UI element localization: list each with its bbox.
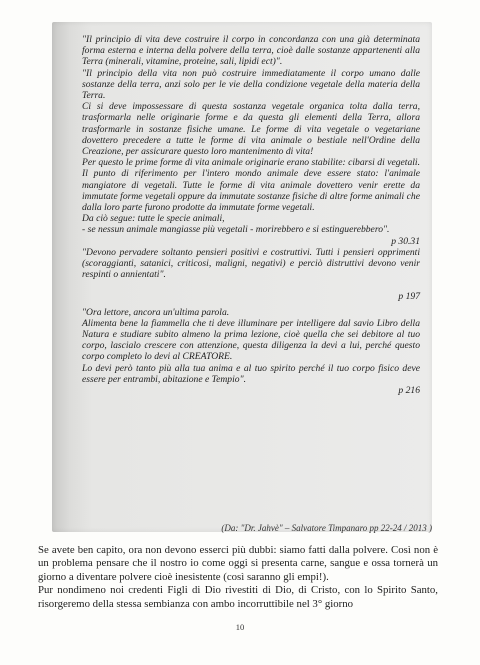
- quotation-text: [82, 34, 420, 396]
- body-paragraph: Se avete ben capito, ora non devono esserci più dubbi: siamo fatti dalla polvere. Così non è un problema pensare che il nostro io come oggi si presenta carne, sangue e ossa tornerà un giorno a diventare polvere cioè inesistente (così saranno gli empi!).: [38, 544, 438, 583]
- quote-paragraph: "Devono pervadere soltanto pensieri positivi e costruttivi. Tutti i pensieri opprimenti (scoraggianti, satanici, criticosi, maligni, negativi) e perciò distruttivi devono venir respinti o annientati".: [82, 246, 420, 281]
- body-text: [38, 544, 438, 611]
- page-number: 10: [235, 622, 245, 632]
- quote-paragraph: Per questo le prime forme di vita animale originarie erano stabilite: cibarsi di vegetali. Il punto di riferimento per l'intero mondo animale deve essere stato: l'animale mangiatore di vegetali. Tutte le forme di vita animale dovettero venir erette da immutate forme vegetali oppure da immutate sostanze fisiche di altre forme animali che dalla loro parte furono prodotte da immutate forme vegetali.: [82, 157, 420, 214]
- page-reference: p 216: [398, 385, 420, 397]
- quote-paragraph: Da ciò segue: tutte le specie animali,: [82, 213, 225, 225]
- quotation-block: [52, 22, 432, 532]
- quote-paragraph: Lo devi però tanto più alla tua anima e al tuo spirito perché il tuo corpo fisico deve essere per entrambi, abitazione e Tempio".: [82, 362, 420, 385]
- quote-paragraph: "Il principio della vita non può costruire immediatamente il corpo umano dalle sostanze della terra, anzi solo per le vie della condizione vegetale della materia della Terra.: [82, 67, 420, 102]
- page-reference: p 30.31: [391, 235, 420, 247]
- quote-paragraph: "Il principio di vita deve costruire il corpo in concordanza con una già determinata forma esterna e interna della polvere della terra, cioè dalle sostanze appartenenti alla Terra (minerali, vitamine, proteine, sali, lipidi ect)".: [82, 34, 420, 68]
- source-citation: (Da: "Dr. Jahvè" – Salvatore Timpanaro pp 22-24 / 2013 ): [221, 523, 432, 533]
- spacer: [82, 280, 420, 291]
- quote-paragraph: "Ora lettore, ancora un'ultima parola.: [82, 306, 230, 318]
- quote-paragraph: Alimenta bene la fiammella che ti deve illuminare per intelligere dal savio Libro della Natura e studiare subito almeno la prima lezione, cioè quella che sei debitore al tuo corpo, lascialo crescere con attenzione, questa diligenza la devi a lui, perché questo corpo completo lo devi al CREATORE.: [82, 317, 420, 363]
- quote-paragraph: Ci si deve impossessare di questa sostanza vegetale organica tolta dalla terra, trasformarla nelle originarie forme e da questa gli elementi della Terra, allora trasformarle in sostanze fisiche umane. Le forme di vita vegetale o vegetariane dovettero precedere a tutte le forme di vita animale o bestiale nell'Ordine della Creazione, per assicurare questo loro mantenimento di vita!: [82, 101, 420, 158]
- quote-paragraph: - se nessun animale mangiasse più vegetali - morirebbero e si estinguerebbero".: [82, 224, 390, 236]
- page-reference: p 197: [398, 291, 420, 303]
- body-paragraph: Pur nondimeno noi credenti Figli di Dio rivestiti di Dio, di Cristo, con lo Spirito Santo, risorgeremo della stessa sembianza con ambo incorruttibile nel 3° giorno: [38, 584, 438, 610]
